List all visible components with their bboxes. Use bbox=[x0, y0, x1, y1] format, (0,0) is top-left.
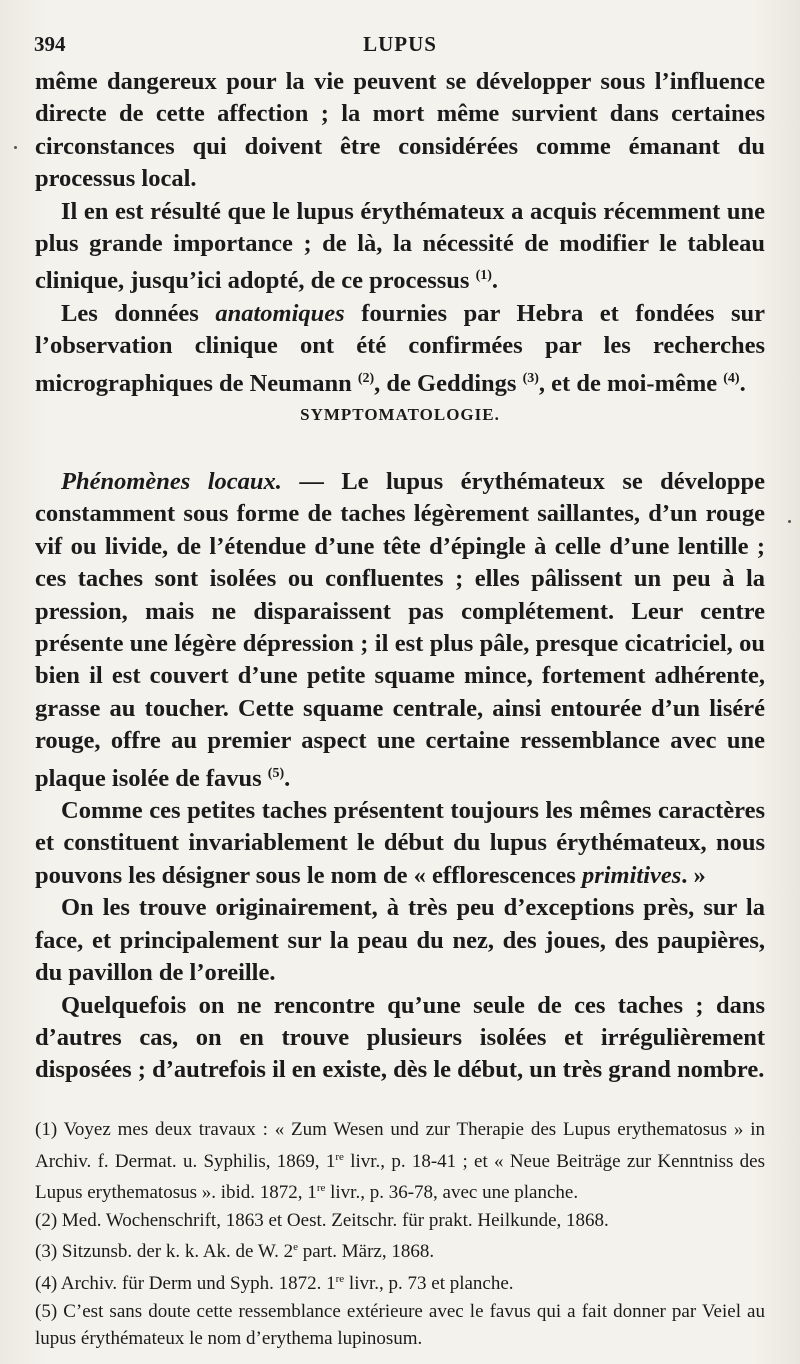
footnote-4-end: livr., p. 73 et planche. bbox=[344, 1272, 514, 1294]
footnote-ref-5: (5) bbox=[267, 765, 285, 781]
paragraph-3-text: fournies par Hebra et fondées sur l’observation clinique ont été confirmées par les recherches micrographiques de Neumann bbox=[35, 299, 765, 397]
paragraph-5-text: Comme ces petites taches présentent toujours les mêmes caractères et constituent invariablement le début du lupus érythémateux, nous pouvons les désigner sous le nom de « efflorescences bbox=[35, 797, 765, 889]
intro-text bbox=[35, 66, 765, 400]
paragraph-3-end: . bbox=[739, 369, 746, 397]
ink-speck bbox=[14, 146, 17, 149]
paragraph-2-text: Il en est résulté que le lupus érythémateux a acquis récemment une plus grande importance ; de là, la nécessité de modifier le tableau clinique, jusqu’ici adopté, de ce processus bbox=[35, 197, 765, 295]
footnote-ref-1: (1) bbox=[475, 268, 492, 284]
footnote-1 bbox=[35, 1116, 765, 1207]
page-number: 394 bbox=[34, 32, 66, 56]
footnote-3-end: part. März, 1868. bbox=[297, 1241, 435, 1263]
footnote-3-sup: e bbox=[293, 1241, 298, 1254]
footnotes bbox=[35, 1116, 765, 1353]
footnote-4-text: (4) Archiv. für Derm und Syph. 1872. 1 bbox=[35, 1272, 336, 1294]
footnote-ref-2: (2) bbox=[357, 370, 375, 386]
paragraph-4-text: — Le lupus érythémateux se développe constamment sous forme de taches légèrement saillantes, d’un rouge vif ou livide, de l’étendue d’une tête d’épingle à celle d’une lentille ; ces taches sont isolées ou confluentes ; elles pâlissent un peu à la pression, mais ne disparaissent pas complétement. Leur centre présente une légère dépression ; il est plus pâle, presque cicatriciel, ou bien il est couvert d’une petite squame mince, fortement adhérente, grasse au toucher. Cette squame centrale, ainsi entourée d’un liséré rouge, offre au premier aspect une certaine ressemblance avec une plaque isolée de favus bbox=[35, 468, 765, 792]
paragraph-2 bbox=[35, 196, 765, 298]
footnote-ref-3: (3) bbox=[522, 370, 539, 386]
running-title: LUPUS bbox=[363, 32, 437, 56]
ink-speck bbox=[788, 520, 791, 523]
footnote-ref-4: (4) bbox=[723, 370, 740, 386]
paragraph-7: Quelquefois on ne rencontre qu’une seule de ces taches ; dans d’autres cas, on en trouve plusieurs isolées et irrégulièrement disposées ; d’autrefois il en existe, dès le début, un très grand nombre. bbox=[35, 991, 765, 1084]
paragraph-3-text-2: , de Geddings bbox=[374, 369, 523, 397]
footnote-4 bbox=[35, 1266, 765, 1298]
paragraph-4-end: . bbox=[284, 764, 291, 792]
paragraph-2-end: . bbox=[491, 267, 499, 295]
footnote-1-sup-2: re bbox=[316, 1182, 326, 1195]
footnote-2: (2) Med. Wochenschrift, 1863 et Oest. Zeitschr. für prakt. Heilkunde, 1868. bbox=[35, 1209, 609, 1231]
footnote-1-text-2: livr., p. 18-41 ; et « Neue Beiträge zur Kenntniss des Lupus erythematosus ». ibid. 1872, 1 bbox=[35, 1150, 766, 1204]
section-heading: SYMPTOMATOLOGIE. bbox=[300, 405, 500, 424]
paragraph-1: même dangereux pour la vie peuvent se développer sous l’influence directe de cette affection ; la mort même survient dans certaines circonstances qui doivent être considérées comme émanant du processus local. bbox=[35, 68, 765, 193]
paragraph-5-end: . » bbox=[681, 861, 706, 889]
paragraph-5 bbox=[35, 795, 765, 892]
page-header bbox=[34, 28, 766, 58]
paragraph-3-text-3: , et de moi-même bbox=[538, 369, 724, 397]
footnote-3 bbox=[35, 1234, 765, 1266]
paragraph-3-start: Les données bbox=[61, 299, 216, 327]
footnote-4-sup: re bbox=[335, 1272, 345, 1285]
section-text bbox=[35, 466, 765, 1087]
footnote-3-text: (3) Sitzunsb. der k. k. Ak. de W. 2 bbox=[35, 1241, 294, 1263]
paragraph-3-italic: anatomiques bbox=[215, 299, 345, 327]
paragraph-4 bbox=[35, 466, 765, 795]
paragraph-3 bbox=[35, 298, 765, 400]
paragraph-6: On les trouve originairement, à très peu d’exceptions près, sur la face, et principalement sur la peau du nez, des joues, des paupières, du pavillon de l’oreille. bbox=[35, 894, 765, 987]
footnote-1-end: livr., p. 36-78, avec une planche. bbox=[325, 1182, 579, 1204]
paragraph-5-italic: primitives bbox=[581, 861, 682, 889]
footnote-5: (5) C’est sans doute cette ressemblance extérieure avec le favus qui a fait donner par Veiel au lupus érythémateux le nom d’erythema lupinosum. bbox=[35, 1300, 765, 1350]
footnote-1-sup-1: re bbox=[335, 1150, 344, 1163]
paragraph-4-italic: Phénomènes locaux. bbox=[61, 468, 282, 495]
footnote-1-text: (1) Voyez mes deux travaux : « Zum Wesen und zur Therapie des Lupus erythematosus » in Archiv. f. Dermat. u. Syphilis, 1869, 1 bbox=[35, 1119, 765, 1172]
